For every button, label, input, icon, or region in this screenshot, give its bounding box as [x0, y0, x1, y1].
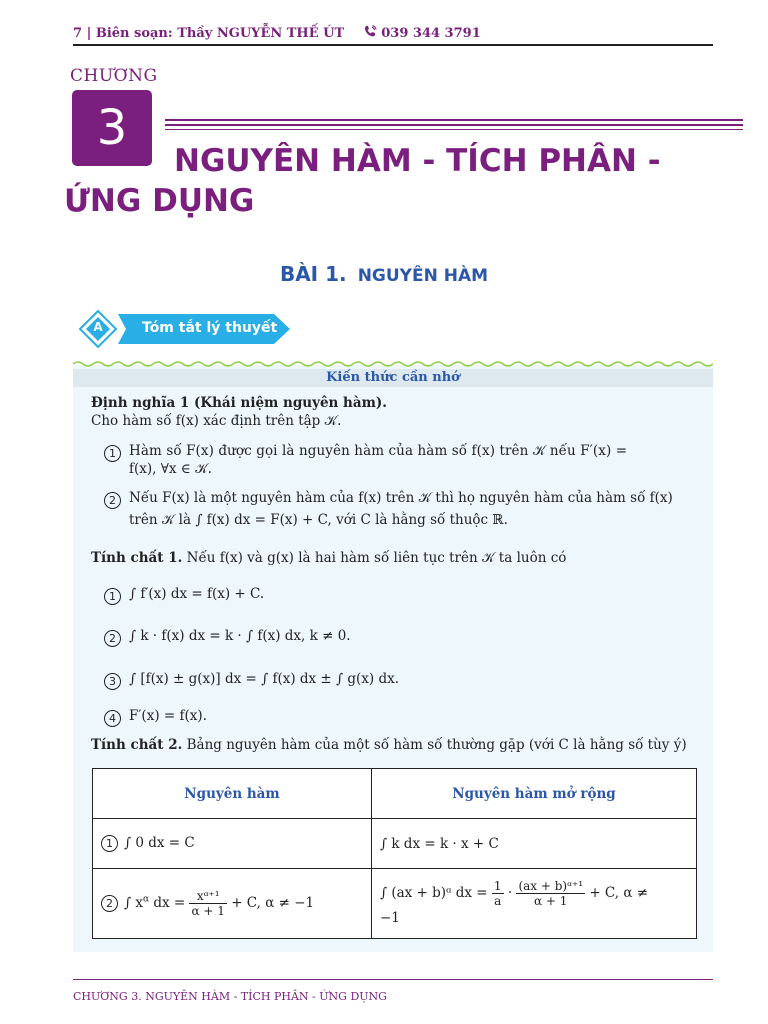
dot-operator: ·	[507, 885, 513, 901]
chapter-rule-3	[165, 129, 743, 130]
table-row	[93, 869, 697, 939]
running-head	[73, 25, 481, 41]
chapter-rule-1	[165, 119, 743, 121]
phone-icon	[363, 26, 382, 41]
lesson-name: NGUYÊN HÀM	[357, 266, 489, 286]
table-header-cell: Nguyên hàm mở rộng	[372, 769, 697, 819]
table-header-row	[93, 769, 697, 819]
row2-left-c: dx =	[149, 895, 186, 911]
prop-item-1: ∫ f′(x) dx = f(x) + C.	[129, 586, 265, 602]
property-2	[91, 736, 687, 754]
row2-right-tail: + C, α ≠	[589, 885, 649, 901]
definition-intro: Cho hàm số f(x) xác định trên tập 𝒦.	[91, 413, 342, 429]
lesson-title	[0, 262, 768, 286]
property-1-text: Nếu f(x) và g(x) là hai hàm số liên tục trên 𝒦 ta luôn có	[186, 550, 567, 566]
footer-rule	[73, 979, 713, 980]
prop-item-1-marker: 1	[104, 586, 127, 605]
def-item-2-line1: Nếu F(x) là một nguyên hàm của f(x) trên 𝒦 thì họ nguyên hàm của hàm số f(x)	[129, 490, 673, 506]
header-rule	[73, 44, 713, 46]
row2-right-line2: −1	[380, 910, 400, 926]
property-2-title: Tính chất 2.	[91, 737, 183, 753]
row-marker: 2	[101, 895, 118, 912]
definition-title: Định nghĩa 1 (Khái niệm nguyên hàm).	[91, 395, 387, 411]
section-letter: A	[93, 320, 103, 334]
table-cell	[372, 819, 697, 869]
chapter-rule-2	[165, 124, 743, 126]
row1-right: ∫ k dx = k · x + C	[380, 835, 499, 852]
phone-number: 039 344 3791	[381, 26, 481, 41]
chapter-label: CHƯƠNG	[70, 66, 158, 86]
frac-numerator: (ax + b)ᵅ⁺¹	[518, 879, 584, 893]
prop-item-4-marker: 4	[104, 708, 127, 727]
frac-numerator: 1	[493, 879, 502, 893]
def-item-2-line2: trên 𝒦 là ∫ f(x) dx = F(x) + C, với C là hằng số thuộc ℝ.	[129, 512, 508, 528]
property-1-title: Tính chất 1.	[91, 550, 183, 566]
frac-denominator: a	[494, 894, 502, 908]
row2-left-exp: α	[142, 894, 150, 905]
lesson-label: BÀI 1.	[279, 262, 347, 286]
table-cell	[93, 819, 372, 869]
def-item-1-line1: Hàm số F(x) được gọi là nguyên hàm của hàm số f(x) trên 𝒦 nếu F′(x) =	[129, 443, 628, 459]
row2-right-fraction-1	[492, 879, 504, 908]
row-marker: 1	[101, 835, 118, 852]
frac-denominator: α + 1	[191, 904, 225, 918]
row1-left: ∫ 0 dx = C	[124, 835, 195, 851]
prop-item-2-marker: 2	[104, 628, 127, 647]
table-cell	[372, 869, 697, 939]
page-number: 7	[73, 26, 83, 41]
wavy-border	[73, 360, 713, 368]
def-item-1-marker: 1	[104, 443, 127, 462]
author: Biên soạn: Thầy NGUYỄN THẾ ÚT	[95, 26, 345, 41]
def-item-1-line2: f(x), ∀x ∈ 𝒦.	[129, 461, 212, 477]
antiderivative-table	[92, 768, 697, 939]
table-cell	[93, 869, 372, 939]
def-item-2-marker: 2	[104, 490, 127, 509]
prop-item-4: F′(x) = f(x).	[129, 708, 207, 724]
row2-right-fraction-2	[516, 879, 585, 908]
table-row	[93, 819, 697, 869]
chapter-title-line2: ỨNG DỤNG	[64, 183, 255, 219]
section-banner	[78, 310, 294, 348]
box-heading: Kiến thức cần nhớ	[73, 369, 713, 387]
prop-item-3: ∫ [f(x) ± g(x)] dx = ∫ f(x) dx ± ∫ g(x) dx.	[129, 671, 399, 687]
frac-numerator: xᵅ⁺¹	[189, 889, 226, 904]
property-2-text: Bảng nguyên hàm của một số hàm số thường gặp (với C là hằng số tùy ý)	[186, 737, 687, 753]
chapter-title-line1: NGUYÊN HÀM - TÍCH PHÂN -	[174, 143, 661, 179]
frac-denominator: α + 1	[534, 894, 568, 908]
prop-item-3-marker: 3	[104, 671, 127, 690]
row2-left-a: ∫ x	[124, 895, 143, 911]
prop-item-2: ∫ k · f(x) dx = k · ∫ f(x) dx, k ≠ 0.	[129, 628, 351, 644]
row2-left-fraction	[189, 889, 226, 918]
section-title: Tóm tắt lý thuyết	[142, 320, 278, 336]
footer-text: CHƯƠNG 3. NGUYÊN HÀM - TÍCH PHÂN - ỨNG DỤNG	[73, 990, 387, 1003]
row2-right-a: ∫ (ax + b)ᵅ dx =	[380, 885, 488, 901]
property-1	[91, 549, 566, 567]
header-separator: |	[86, 26, 96, 41]
row2-left-tail: + C, α ≠ −1	[231, 895, 315, 911]
table-header-cell: Nguyên hàm	[93, 769, 372, 819]
chapter-number-badge: 3	[72, 90, 152, 166]
